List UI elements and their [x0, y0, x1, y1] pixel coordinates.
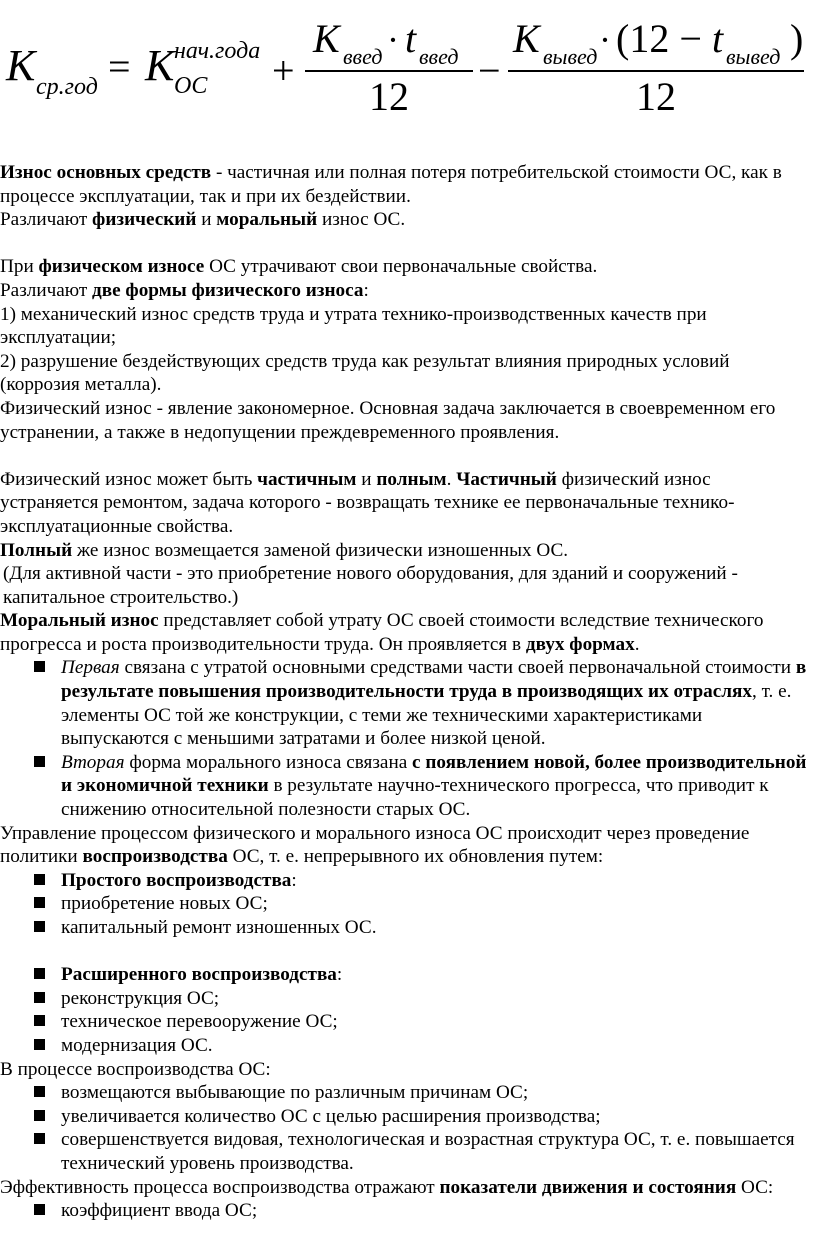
square-bullet-icon: [34, 1015, 45, 1026]
square-bullet-icon: [34, 1133, 45, 1144]
spacer: [0, 940, 812, 964]
term-partial-capital: Частичный: [456, 468, 557, 490]
paragraph-partial-full: Физический износ может быть частичным и полным. Частичный физический износ устраняется ремонтом, задача которого - возвращать технике ее первоначальные технико-эксплуатационные свойства.: [0, 468, 735, 537]
list-item: Расширенного воспроизводства:: [0, 963, 812, 987]
term-moral-depreciation: Моральный износ: [0, 610, 159, 632]
list-item: увеличивается количество ОС с целью расширения производства;: [0, 1105, 812, 1129]
square-bullet-icon: [34, 874, 45, 885]
list-item: возмещаются выбывающие по различным причинам ОС;: [0, 1081, 812, 1105]
list-item: капитальный ремонт изношенных ОС.: [0, 916, 812, 940]
formula-n2-tsub: вывед: [726, 44, 781, 69]
formula-fraction2-line: [508, 70, 804, 72]
formula-n2-k: K: [513, 16, 540, 61]
formula-term1-sub: ОС: [174, 73, 208, 99]
formula-n2-ksub: вывед: [543, 44, 598, 69]
paragraph-moral-depreciation: Моральный износ представляет собой утрату ОС своей стоимости вследствие технического прогресса и роста производительности труда. Он проявляется в двух формах.: [0, 610, 764, 655]
term-partial: частичным: [257, 468, 357, 490]
paragraph-in-reproduction: В процессе воспроизводства ОС:: [0, 1058, 271, 1080]
list-item: Вторая форма морального износа связана с появлением новой, более производительной и экономичной техники в результате научно-технического прогресса, что приводит к снижению относительной полезности старых ОС.: [0, 751, 812, 822]
paragraph-efficiency-indicators: Эффективность процесса воспроизводства отражают показатели движения и состояния ОС:: [0, 1176, 774, 1198]
formula-n1-ksub: введ: [343, 44, 383, 69]
term-movement-indicators: показатели движения и состояния: [439, 1176, 737, 1198]
square-bullet-icon: [34, 661, 45, 672]
formula-plus: +: [272, 48, 295, 93]
term-moral: моральный: [216, 209, 318, 231]
paragraph-depreciation-types: Различают физический и моральный износ ОС.: [0, 209, 406, 231]
paragraph-full-replacement: Полный же износ возмещается заменой физически изношенных ОС.: [0, 539, 569, 561]
formula-minus: −: [478, 48, 501, 93]
paragraph-active-part-note: (Для активной части - это приобретение нового оборудования, для зданий и сооружений - капитальное строительство.): [3, 563, 738, 608]
reproduction-effects-list: [0, 1081, 812, 1175]
term-two-forms: две формы физического износа: [92, 279, 364, 301]
formula-equals: =: [108, 44, 131, 89]
square-bullet-icon: [34, 992, 45, 1003]
formula-fraction1-line: [305, 70, 473, 72]
formula-term1-sup: нач.года: [174, 38, 261, 64]
spacer: [0, 444, 812, 468]
list-item: модернизация ОС.: [0, 1034, 812, 1058]
moral-forms-list: [0, 656, 812, 821]
list-item: Простого воспроизводства:: [0, 869, 812, 893]
formula-lhs-main: K: [6, 41, 36, 90]
list-item: приобретение новых ОС;: [0, 892, 812, 916]
text-depreciation-definition: - частичная или полная потеря потребительской стоимости ОС, как в процессе эксплуатации, так и при их бездействии.: [0, 162, 782, 207]
list-item: реконструкция ОС;: [0, 987, 812, 1011]
term-full-capital: Полный: [0, 539, 73, 561]
formula-d2: 12: [636, 74, 676, 119]
paragraph-two-forms: Различают две формы физического износа:: [0, 279, 369, 301]
formula-n2-open: (12 −: [616, 16, 702, 61]
list-item: совершенствуется видовая, технологическая и возрастная структура ОС, т. е. повышается технический уровень производства.: [0, 1128, 812, 1175]
term-full: полным: [376, 468, 447, 490]
square-bullet-icon: [34, 921, 45, 932]
formula-n2-dot: ·: [599, 20, 611, 60]
formula-n2-close: ): [790, 16, 804, 61]
formula-n1-tsub: введ: [419, 44, 459, 69]
paragraph-depreciation-definition: [0, 161, 812, 208]
list-item: Первая связана с утратой основными средствами части своей первоначальной стоимости в результате повышения производительности труда в производящих их отраслях, т. е. элементы ОС той же конструкции, с теми же техническими характеристиками выпускаются с меньшими затратами и более низкой ценой.: [0, 656, 812, 750]
square-bullet-icon: [34, 1204, 45, 1215]
square-bullet-icon: [34, 1039, 45, 1050]
formula-n1-k: K: [313, 16, 340, 61]
term-two-forms-moral: двух формах: [525, 633, 635, 655]
list-item: коэффициент ввода ОС;: [0, 1199, 812, 1223]
paragraph-form-1: 1) механический износ средств труда и утрата технико-производственных качеств при эксплуатации;: [0, 303, 707, 349]
document-body: [0, 161, 812, 1223]
formula-term1-main: K: [145, 41, 175, 90]
term-physical-depreciation: физическом износе: [38, 256, 205, 278]
formula-average-annual-cost: [0, 0, 816, 130]
square-bullet-icon: [34, 1086, 45, 1097]
paragraph-form-2: 2) разрушение бездействующих средств труда как результат влияния природных условий (коррозия металла).: [0, 350, 730, 396]
formula-n2-t: t: [712, 16, 724, 61]
square-bullet-icon: [34, 756, 45, 767]
formula-n1-t: t: [405, 16, 417, 61]
formula-n1-dot: ·: [387, 20, 399, 60]
simple-reproduction-list: [0, 869, 812, 940]
formula-lhs-sub: ср.год: [36, 74, 98, 100]
formula-d1: 12: [369, 74, 409, 119]
term-physical: физический: [92, 209, 197, 231]
paragraph-reproduction-policy: Управление процессом физического и морального износа ОС происходит через проведение политики воспроизводства ОС, т. е. непрерывного их обновления путем:: [0, 822, 750, 868]
square-bullet-icon: [34, 1110, 45, 1121]
term-reproduction: воспроизводства: [82, 846, 228, 868]
paragraph-physical-regularity: Физический износ - явление закономерное. Основная задача заключается в своевременном его устранении, а также в недопущении преждевременного проявления.: [0, 397, 776, 443]
formula-svg: [0, 0, 816, 130]
paragraph-physical-depreciation: При физическом износе ОС утрачивают свои первоначальные свойства.: [0, 256, 598, 278]
term-depreciation: Износ основных средств: [0, 162, 212, 183]
indicators-list: [0, 1199, 812, 1223]
extended-reproduction-list: [0, 963, 812, 1057]
square-bullet-icon: [34, 897, 45, 908]
spacer: [0, 232, 812, 256]
list-item: техническое перевооружение ОС;: [0, 1010, 812, 1034]
square-bullet-icon: [34, 968, 45, 979]
